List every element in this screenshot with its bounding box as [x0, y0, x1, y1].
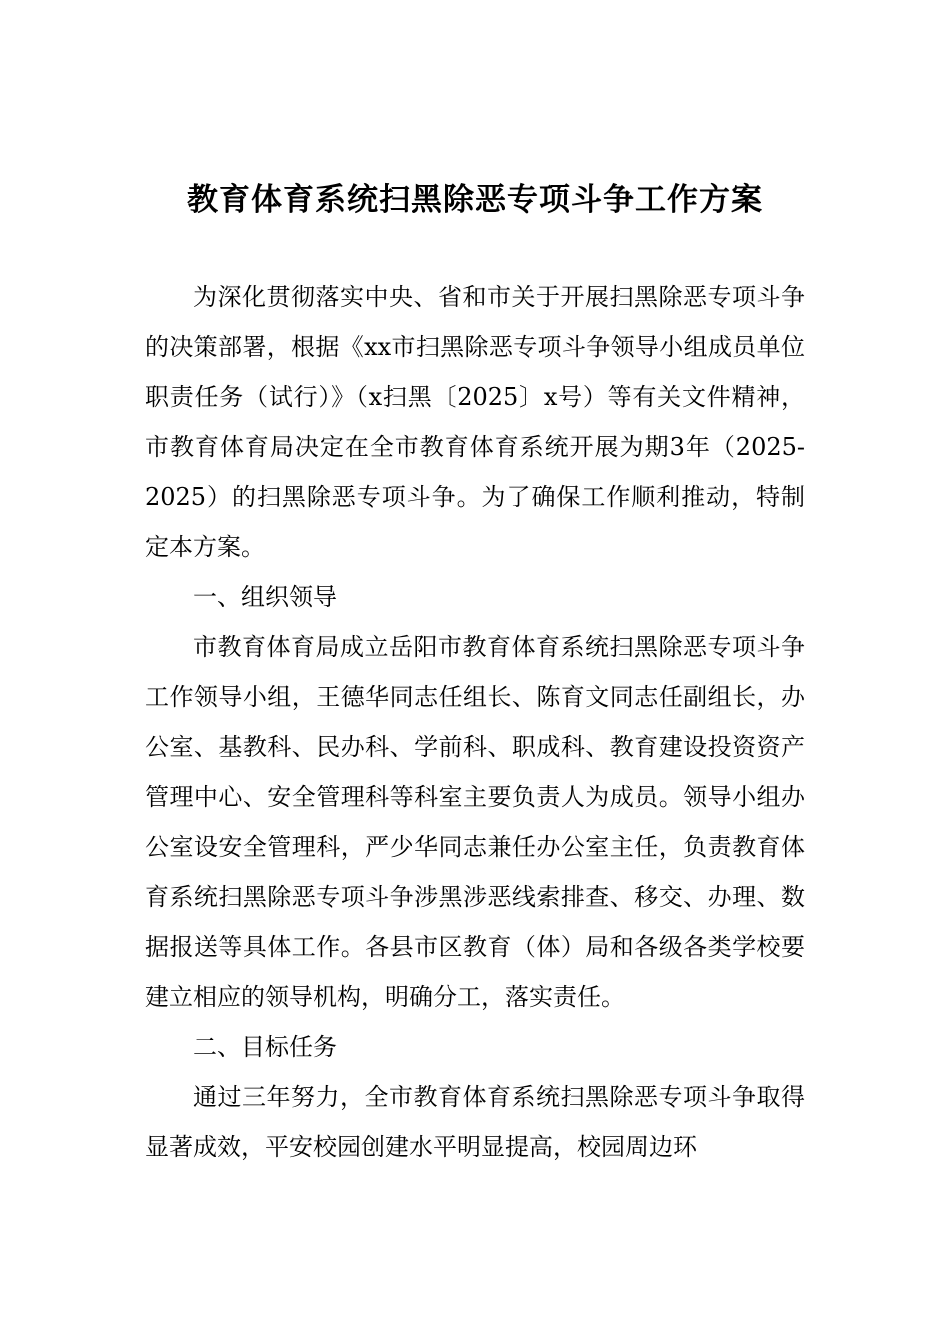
- section-heading-goals: 二、目标任务: [193, 1033, 337, 1061]
- document-body: [145, 272, 805, 1172]
- document-title: 教育体育系统扫黑除恶专项斗争工作方案: [187, 182, 763, 218]
- goals-paragraph: 通过三年努力，全市教育体育系统扫黑除恶专项斗争取得显著成效，平安校园创建水平明显提高，校园周边环: [145, 1083, 805, 1161]
- section-heading-organization: 一、组织领导: [193, 583, 337, 611]
- organization-paragraph: 市教育体育局成立岳阳市教育体育系统扫黑除恶专项斗争工作领导小组，王德华同志任组长、陈育文同志任副组长，办公室、基教科、民办科、学前科、职成科、教育建设投资资产管理中心、安全管理科等科室主要负责人为成员。领导小组办公室设安全管理科，严少华同志兼任办公室主任，负责教育体育系统扫黑除恶专项斗争涉黑涉恶线索排查、移交、办理、数据报送等具体工作。各县市区教育（体）局和各级各类学校要建立相应的领导机构，明确分工，落实责任。: [145, 633, 805, 1011]
- intro-paragraph: 为深化贯彻落实中央、省和市关于开展扫黑除恶专项斗争的决策部署，根据《xx市扫黑除恶专项斗争领导小组成员单位职责任务（试行）》（x扫黑〔2025〕x号）等有关文件精神，市教育体育局决定在全市教育体育系统开展为期3年（2025-2025）的扫黑除恶专项斗争。为了确保工作顺利推动，特制定本方案。: [145, 283, 805, 561]
